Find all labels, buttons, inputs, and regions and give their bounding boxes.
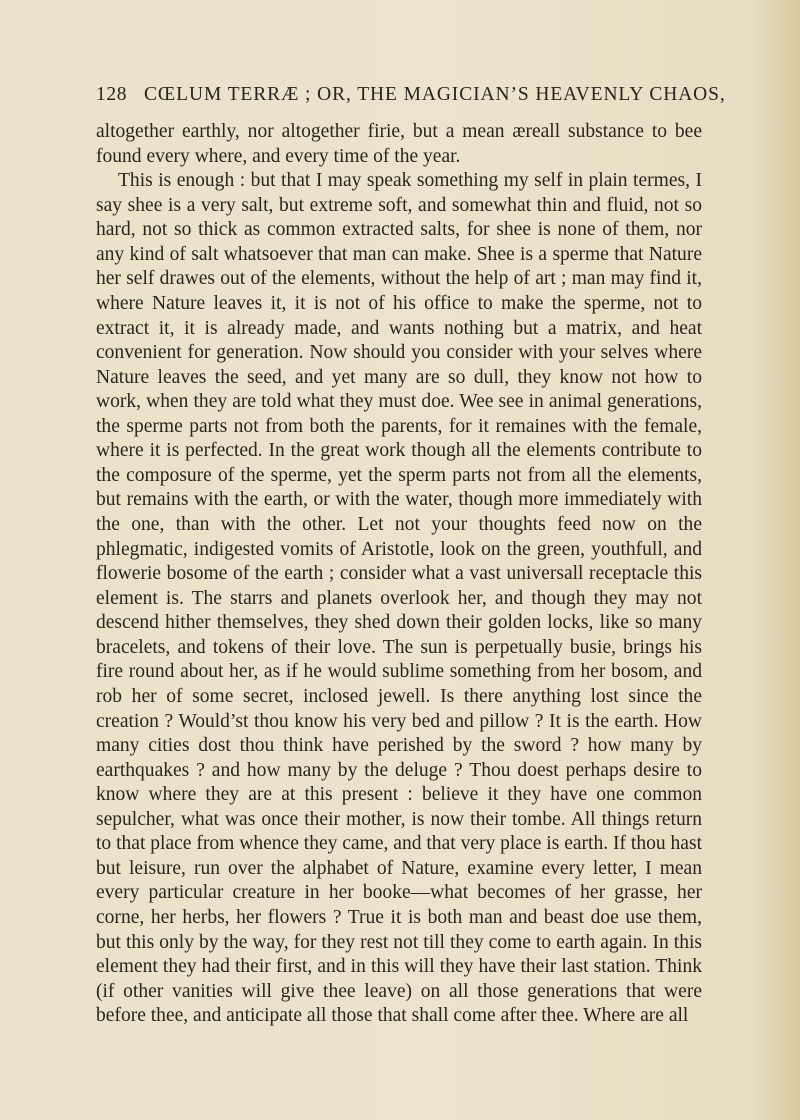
body-text xyxy=(96,120,702,1040)
paragraph-continued: altogether earthly, nor altogether firie, but a mean æreall substance to bee found every where, and every time of the year. xyxy=(96,121,702,167)
page-number: 128 xyxy=(96,84,128,105)
running-title: CŒLUM TERRÆ ; OR, THE MAGICIAN’S HEAVENLY CHAOS, xyxy=(144,84,726,105)
running-header xyxy=(96,84,726,108)
paragraph: This is enough : but that I may speak something my self in plain termes, I say shee is a very salt, but extreme soft, and somewhat thin and fluid, not so hard, not so thick as common extracted salts, for shee is none of them, nor any kind of salt whatsoever that man can make. Shee is a sperme that Nature her self drawes out of the elements, without the help of art ; man may find it, where Nature leaves it, it is not of his office to make the sperme, not to extract it, it is already made, and wants nothing but a matrix, and heat convenient for generation. Now should you consider with your selves where Nature leaves the seed, and yet many are so dull, they know not how to work, when they are told what they must doe. Wee see in animal generations, the sperme parts not from both the parents, for it remaines with the female, where it is perfected. In the great work though all the elements contribute to the composure of the sperme, yet the sperm parts not from all the elements, but remains with the earth, or with the water, though more immediately with the one, than with the other. Let not your thoughts feed now on the phlegmatic, indigested vomits of Aristotle, look on the green, youthfull, and flowerie bosome of the earth ; consider what a vast universall receptacle this element is. The starrs and planets overlook her, and though they may not descend hither themselves, they shed down their golden locks, like so many bracelets, and tokens of their love. The sun is perpetually busie, brings his fire round about her, as if he would sublime something from her bosom, and rob her of some secret, inclosed jewell. Is there anything lost since the creation ? Would’st thou know his very bed and pillow ? It is the earth. How many cities dost thou think have perished by the sword ? how many by earthquakes ? and how many by the deluge ? Thou doest perhaps desire to know where they are at this present : believe it they have one common sepulcher, what was once their mother, is now their tombe. All things return to that place from whence they came, and that very place is earth. If thou hast but leisure, run over the alphabet of Nature, examine every letter, I mean every particular creature in her booke—what becomes of her grasse, her corne, her herbs, her flowers ? True it is both man and beast doe use them, but this only by the way, for they rest not till they come to earth again. In this element they had their first, and in this will they have their last station. Think (if other vanities will give thee leave) on all those generations that were before thee, and anticipate all those that shall come after thee. Where are all xyxy=(96,170,702,1027)
